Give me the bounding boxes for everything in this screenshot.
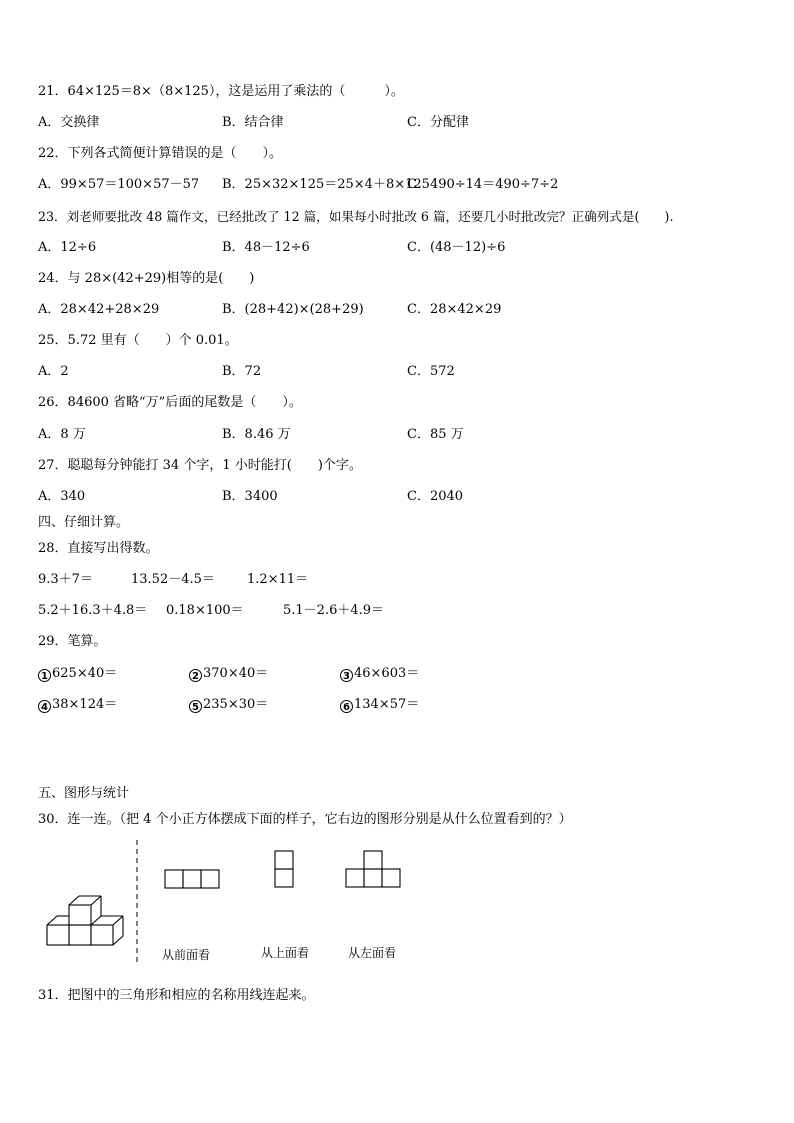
q29-expression: 134×57＝: [354, 697, 420, 712]
question-30-stem: 30．连一连。（把 4 个小正方体摆成下面的样子，它右边的图形分别是从什么位置看到的？）: [38, 812, 572, 827]
q28-expression: 0.18×100＝: [166, 603, 244, 618]
q28-expression: 5.1－2.6＋4.9＝: [283, 603, 385, 618]
question-22-option-a: A．99×57＝100×57－57: [38, 177, 200, 192]
q29-expression: 370×40＝: [203, 666, 269, 681]
section-4-title: 四、仔细计算。: [38, 515, 130, 530]
question-31-stem: 31．把图中的三角形和相应的名称用线连起来。: [38, 988, 315, 1003]
q28-expression: 13.52－4.5＝: [131, 572, 215, 587]
circled-number: 2: [189, 669, 202, 682]
q29-expression: 38×124＝: [52, 697, 118, 712]
question-23-option-b: B．48－12÷6: [222, 240, 310, 255]
q29-item: [38, 666, 117, 682]
question-26-option-c: C．85 万: [407, 427, 464, 442]
question-21-option-c: C．分配律: [407, 115, 469, 130]
question-23-option-c: C．(48－12)÷6: [407, 240, 506, 255]
question-27-stem: 27．聪聪每分钟能打 34 个字，1 小时能打( )个字。: [38, 458, 362, 473]
question-24-option-c: C．28×42×29: [407, 302, 502, 317]
question-22-option-c: C．490÷14＝490÷7÷2: [407, 177, 559, 192]
question-23-stem: 23．刘老师要批改 48 篇作文，已经批改了 12 篇，如果每小时批改 6 篇，还要几小时批改完？正确列式是( ).: [38, 209, 674, 224]
question-26-option-a: A．8 万: [38, 427, 86, 442]
dashed-divider: [133, 840, 141, 966]
question-24-option-b: B．(28+42)×(28+29): [222, 302, 364, 317]
question-21-stem: 21．64×125＝8×（8×125），这是运用了乘法的（ ）。: [38, 84, 404, 99]
question-22-stem: 22．下列各式简便计算错误的是（ ）。: [38, 146, 283, 161]
q29-expression: 46×603＝: [354, 666, 420, 681]
question-25-option-b: B．72: [222, 364, 262, 379]
q28-expression: 5.2＋16.3＋4.8＝: [38, 603, 148, 618]
question-25-stem: 25．5.72 里有（ ）个 0.01。: [38, 333, 238, 348]
question-23-option-a: A．12÷6: [38, 240, 97, 255]
caption-front-view: 从前面看: [162, 948, 211, 962]
view-figure-t-shape: [344, 850, 404, 890]
q29-item: [38, 697, 117, 713]
circled-number: 4: [38, 700, 51, 713]
question-24-stem: 24．与 28×(42+29)相等的是( ): [38, 271, 255, 286]
question-29-stem: 29．笔算。: [38, 634, 107, 649]
question-22-option-b: B．25×32×125＝25×4＋8×125: [222, 177, 430, 192]
question-26-stem: 26．84600 省略“万”后面的尾数是（ ）。: [38, 395, 302, 410]
question-24-option-a: A．28×42+28×29: [38, 302, 160, 317]
q28-expression: 1.2×11＝: [247, 572, 309, 587]
q29-expression: 625×40＝: [52, 666, 118, 681]
question-27-option-b: B．3400: [222, 489, 278, 504]
question-25-option-a: A．2: [38, 364, 69, 379]
question-25-option-c: C．572: [407, 364, 455, 379]
q29-item: [189, 666, 268, 682]
question-21-option-a: A．交换律: [38, 115, 100, 130]
question-27-option-a: A．340: [38, 489, 86, 504]
question-28-stem: 28．直接写出得数。: [38, 541, 159, 556]
caption-top-view: 从上面看: [261, 946, 310, 960]
section-5-title: 五、图形与统计: [38, 786, 130, 801]
circled-number: 5: [189, 700, 202, 713]
cube-arrangement-figure: [40, 880, 130, 950]
circled-number: 6: [340, 700, 353, 713]
question-27-option-c: C．2040: [407, 489, 464, 504]
view-figure-column-of-two: [273, 850, 296, 890]
view-figure-row-of-three: [164, 869, 222, 890]
q28-expression: 9.3＋7＝: [38, 572, 93, 587]
q29-item: [340, 697, 419, 713]
question-21-option-b: B．结合律: [222, 115, 284, 130]
q29-item: [189, 697, 268, 713]
q29-item: [340, 666, 419, 682]
circled-number: 1: [38, 669, 51, 682]
question-26-option-b: B．8.46 万: [222, 427, 291, 442]
circled-number: 3: [340, 669, 353, 682]
caption-left-view: 从左面看: [348, 946, 397, 960]
q29-expression: 235×30＝: [203, 697, 269, 712]
